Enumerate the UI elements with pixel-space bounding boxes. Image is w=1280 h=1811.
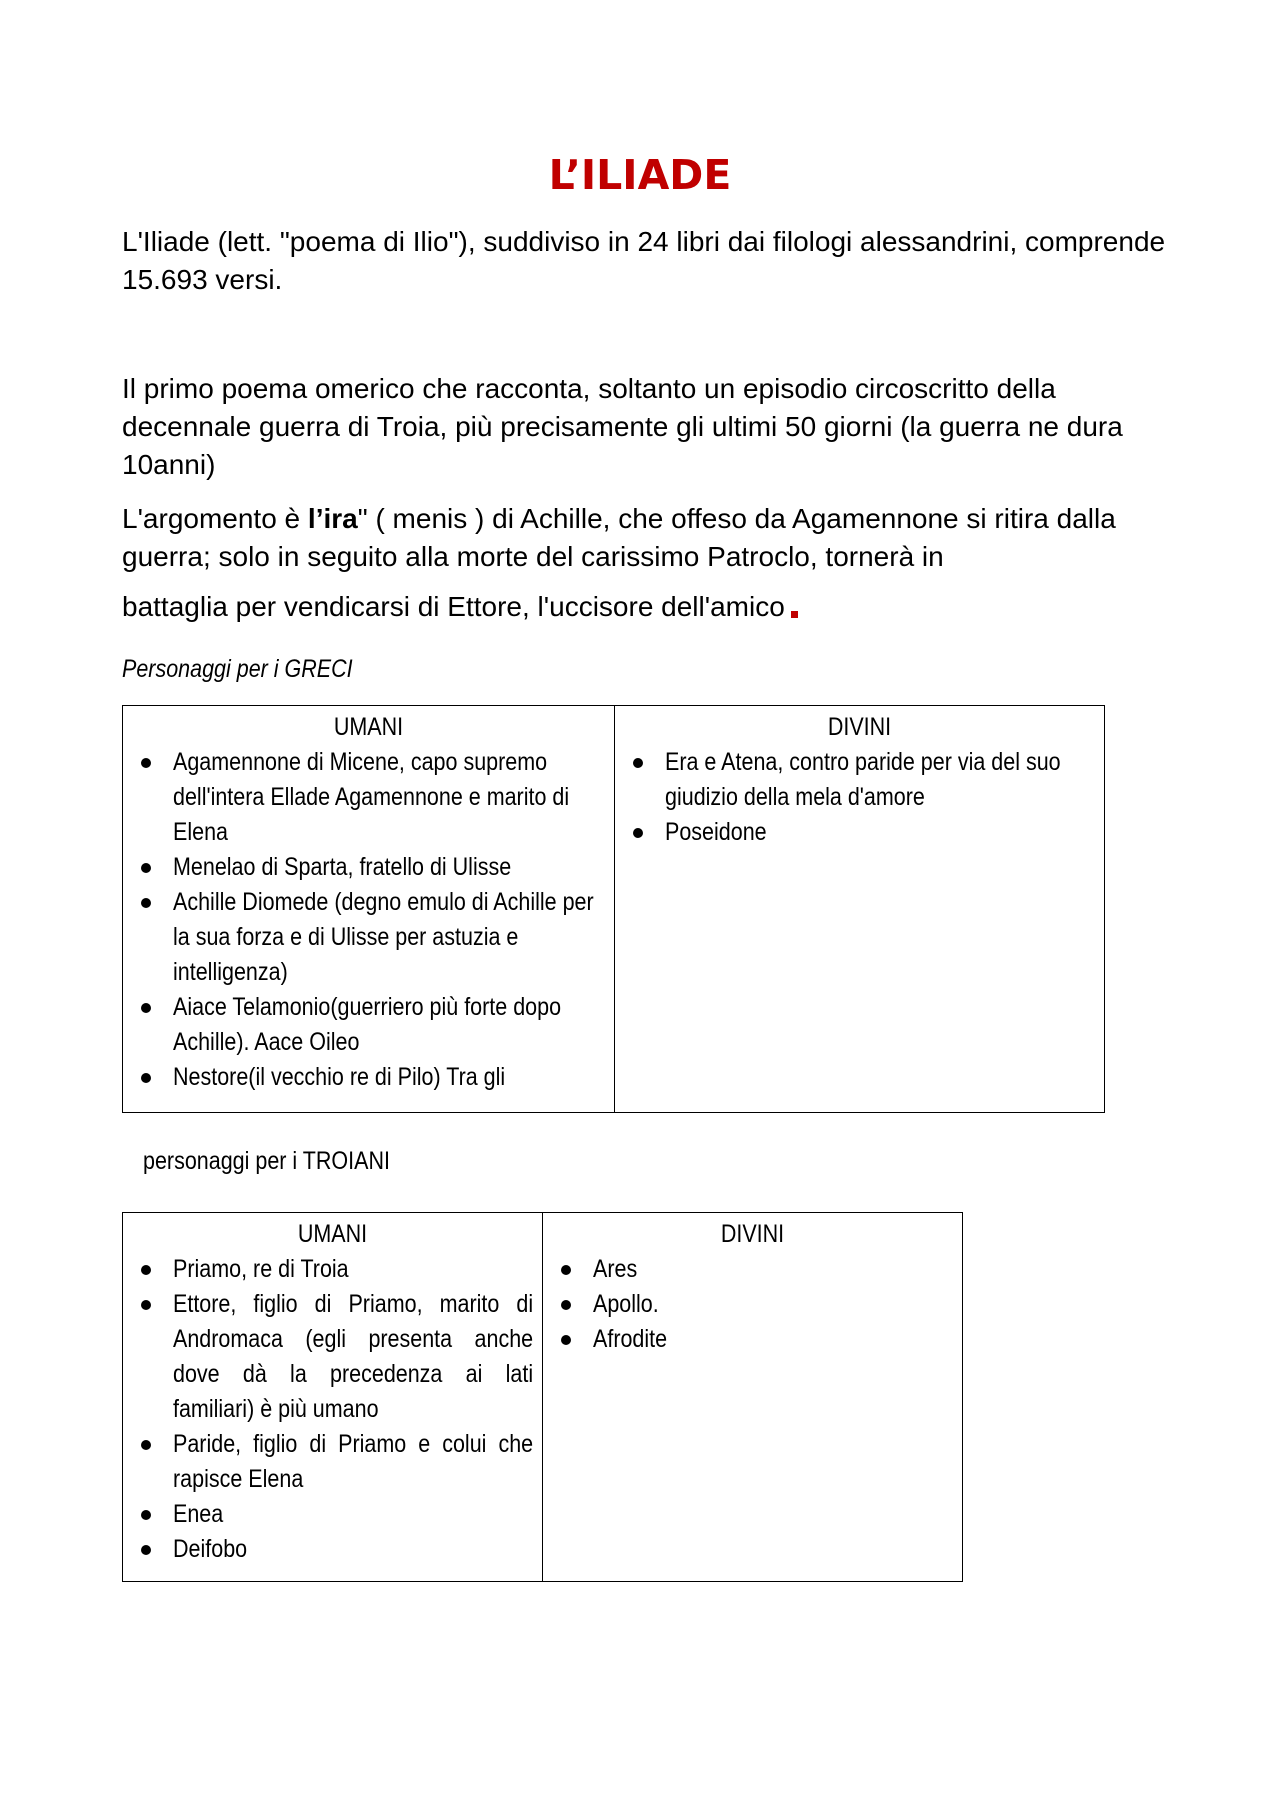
bullet-icon [561, 1300, 571, 1310]
troiani-table [122, 1212, 963, 1582]
argument-text-start: L'argomento è [122, 503, 308, 534]
list-item [551, 1287, 954, 1322]
list-item [131, 1427, 534, 1497]
list-item [623, 815, 1096, 850]
argument-text-mid: " ( menis ) di Achille, che offeso da Agamennone si ritira dalla guerra; solo in seguito alla morte del carissimo Patroclo, tornerà in [122, 503, 1116, 572]
list-item-text: Menelao di Sparta, fratello di Ulisse [173, 853, 512, 881]
bullet-icon [141, 863, 151, 873]
bullet-icon [141, 1300, 151, 1310]
greci-umani-header: UMANI [333, 713, 404, 741]
bullet-icon [633, 758, 643, 768]
list-item-text: Agamennone di Micene, capo supremo dell'intera Ellade Agamennone e marito di Elena [173, 748, 570, 846]
bullet-icon [561, 1265, 571, 1275]
greci-divini-cell [615, 706, 1105, 1113]
bullet-icon [141, 1440, 151, 1450]
list-item-text: Paride, figlio di Priamo e colui che rapisce Elena [173, 1430, 534, 1493]
bullet-icon [141, 1510, 151, 1520]
list-item-text: Nestore(il vecchio re di Pilo) Tra gli [173, 1063, 506, 1091]
list-item [131, 1252, 534, 1287]
list-item [131, 1532, 534, 1567]
argument-paragraph [122, 500, 1182, 626]
bullet-icon [633, 828, 643, 838]
greci-divini-list [623, 745, 1096, 850]
bullet-icon [141, 898, 151, 908]
list-item [131, 990, 606, 1060]
list-item [131, 745, 606, 850]
troiani-divini-cell [543, 1213, 963, 1582]
list-item [131, 850, 606, 885]
list-item-text: Ares [593, 1255, 638, 1283]
argument-text-end-line [122, 588, 798, 626]
list-item-text: Era e Atena, contro paride per via del suo giudizio della mela d'amore [665, 748, 1061, 811]
list-item [131, 885, 606, 990]
greci-section-label: Personaggi per i GRECI [122, 655, 353, 683]
bullet-icon [141, 1265, 151, 1275]
troiani-umani-header: UMANI [297, 1220, 368, 1248]
list-item [551, 1322, 954, 1357]
bullet-icon [141, 1545, 151, 1555]
bullet-icon [141, 1003, 151, 1013]
list-item-text: Priamo, re di Troia [173, 1255, 349, 1283]
troiani-section-label: personaggi per i TROIANI [143, 1147, 390, 1175]
greci-table [122, 705, 1105, 1113]
list-item [551, 1252, 954, 1287]
troiani-divini-header: DIVINI [720, 1220, 785, 1248]
troiani-umani-cell [123, 1213, 543, 1582]
list-item-text: Afrodite [593, 1325, 668, 1353]
list-item-text: Achille Diomede (degno emulo di Achille per la sua forza e di Ulisse per astuzia e intelligenza) [173, 888, 594, 986]
list-item-text: Aiace Telamonio(guerriero più forte dopo Achille). Aace Oileo [173, 993, 562, 1056]
greci-umani-list [131, 745, 606, 1095]
episode-paragraph: Il primo poema omerico che racconta, soltanto un episodio circoscritto della decennale guerra di Troia, più precisamente gli ultimi 50 giorni (la guerra ne dura 10anni) [122, 373, 1123, 480]
list-item-text: Enea [173, 1500, 224, 1528]
argument-bold-ira: l’ira [307, 503, 358, 534]
list-item [131, 1287, 534, 1427]
argument-text-end: battaglia per vendicarsi di Ettore, l'uccisore dell'amico [122, 591, 785, 622]
bullet-icon [561, 1335, 571, 1345]
list-item-text: Poseidone [665, 818, 767, 846]
bullet-icon [141, 758, 151, 768]
greci-umani-cell [123, 706, 615, 1113]
list-item [131, 1060, 606, 1095]
list-item [131, 1497, 534, 1532]
list-item-text: Deifobo [173, 1535, 248, 1563]
list-item [623, 745, 1096, 815]
intro-paragraph: L'Iliade (lett. "poema di Ilio"), suddiviso in 24 libri dai filologi alessandrini, comprende 15.693 versi. [122, 226, 1166, 295]
greci-divini-header: DIVINI [827, 713, 892, 741]
bullet-icon [141, 1073, 151, 1083]
troiani-umani-list [131, 1252, 534, 1567]
document-title: L’ILIADE [548, 151, 732, 199]
list-item-text: Ettore, figlio di Priamo, marito di Andromaca (egli presenta anche dove dà la precedenza ai lati familiari) è più umano [173, 1290, 534, 1423]
red-square-marker [791, 611, 798, 618]
list-item-text: Apollo. [593, 1290, 659, 1318]
troiani-divini-list [551, 1252, 954, 1357]
